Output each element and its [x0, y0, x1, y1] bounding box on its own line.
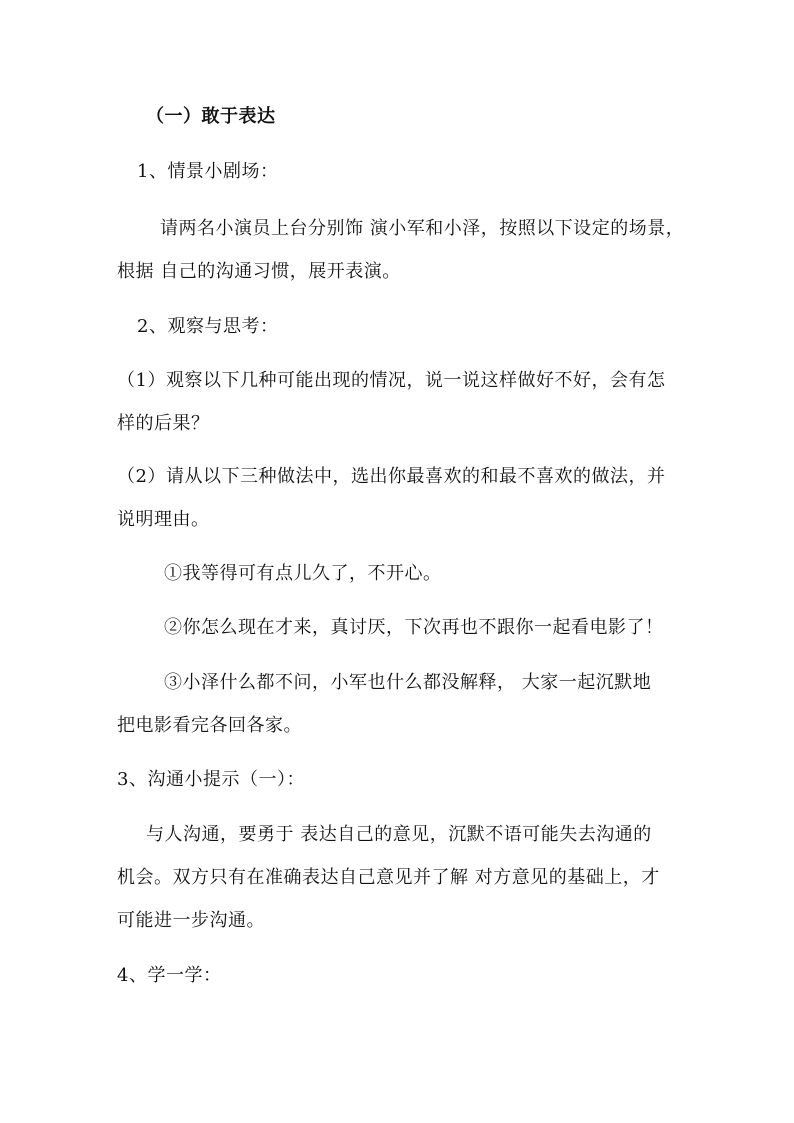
- item-1-paragraph-line-2: 根据 自己的沟通习惯，展开表演。: [117, 261, 401, 282]
- option-3-line-1: ③小泽什么都不问，小军也什么都没解释， 大家一起沉默地: [164, 672, 652, 693]
- question-2-line-2: 说明理由。: [117, 509, 210, 530]
- item-1-title: 1、情景小剧场：: [137, 161, 279, 182]
- item-1-paragraph-line-1: 请两名小演员上台分别饰 演小军和小泽，按照以下设定的场景，: [160, 218, 685, 239]
- option-3-line-2: 把电影看完各回各家。: [117, 715, 302, 736]
- section-title: （一）敢于表达: [146, 106, 276, 127]
- question-1-line-2: 样的后果？: [117, 413, 210, 434]
- tip-line-1: 与人沟通，要勇于 表达自己的意见，沉默不语可能失去沟通的: [146, 824, 652, 845]
- item-3-title: 3、沟通小提示（一）：: [117, 769, 305, 790]
- item-2-title: 2、观察与思考：: [137, 316, 279, 337]
- question-2-line-1: （2）请从以下三种做法中，选出你最喜欢的和最不喜欢的做法，并: [117, 466, 666, 487]
- tip-line-2: 机会。双方只有在准确表达自己意见并了解 对方意见的基础上，才: [117, 867, 660, 888]
- option-2: ②你怎么现在才来，真讨厌，下次再也不跟你一起看电影了！: [164, 617, 664, 638]
- option-1: ①我等得可有点儿久了，不开心。: [164, 563, 442, 584]
- item-4-title: 4、学一学：: [117, 965, 222, 986]
- question-1-line-1: （1）观察以下几种可能出现的情况，说一说这样做好不好，会有怎: [117, 370, 666, 391]
- tip-line-3: 可能进一步沟通。: [117, 910, 265, 931]
